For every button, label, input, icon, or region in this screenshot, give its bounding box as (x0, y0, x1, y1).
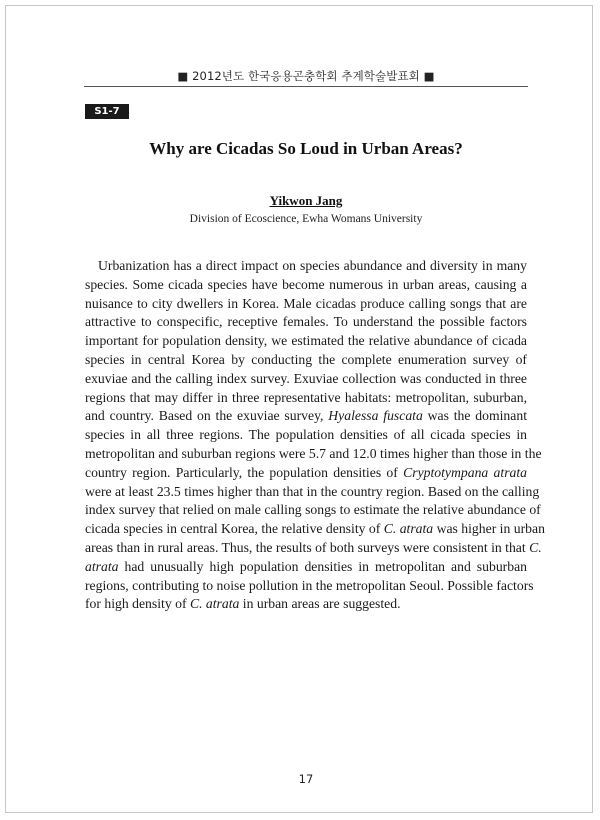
abstract-text: cicada species in central Korea, the relative density of (85, 521, 384, 537)
italic-term: C. (529, 539, 542, 555)
italic-term: Hyalessa fuscata (328, 408, 423, 424)
abstract-text: and country. Based on the exuviae survey, (85, 408, 329, 424)
abstract-text: important for population density, we estimated the relative abundance of cicada (85, 333, 527, 349)
author-name-text: Yikwon Jang (269, 193, 343, 208)
abstract-line (85, 370, 527, 389)
abstract-line (85, 389, 527, 408)
abstract-text: in urban areas are suggested. (239, 596, 401, 612)
abstract-line (85, 276, 527, 295)
abstract-text: were at least 23.5 times higher than that in the country region. Based on the calling (85, 483, 540, 499)
abstract-line (85, 577, 534, 596)
abstract-text: had unusually high population densities in metropolitan and suburban (118, 558, 527, 574)
author-affiliation: Division of Ecoscience, Ewha Womans University (189, 213, 423, 225)
abstract-text: areas than in rural areas. Thus, the results of both surveys were consistent in that (85, 539, 530, 555)
paper-title: Why are Cicadas So Loud in Urban Areas? (149, 139, 463, 158)
italic-term: C. atrata (189, 596, 240, 612)
abstract-text: regions that may differ in three representative habitats: metropolitan, suburban, (85, 389, 527, 405)
abstract-text: species. Some cicada species have become numerous in urban areas, causing a (85, 276, 527, 292)
abstract-text: attractive to conspecific, receptive females. To understand the possible factors (85, 314, 527, 330)
abstract-text: was the dominant (422, 408, 527, 424)
abstract-line (85, 464, 527, 483)
abstract-text: country region. Particularly, the population densities of (85, 464, 404, 480)
abstract-line (85, 426, 527, 445)
abstract-text: was higher in urban (433, 521, 545, 537)
italic-term: atrata (85, 558, 119, 574)
page-number: 17 (298, 772, 314, 786)
page-frame (5, 5, 593, 813)
abstract-line (85, 407, 527, 426)
abstract-line (85, 351, 527, 370)
header-rule (84, 86, 528, 87)
abstract-line (85, 295, 527, 314)
abstract-line (85, 313, 527, 332)
abstract-text: nuisance to city dwellers in Korea. Male cicadas produce calling songs that are (85, 295, 527, 311)
abstract-text: index survey that relied on male calling songs to estimate the relative abundance of (85, 502, 541, 518)
abstract-line (85, 595, 527, 614)
italic-term: Cryptotympana atrata (403, 464, 528, 480)
author-name (84, 193, 528, 209)
running-header: ■ 2012년도 한국응용곤충학회 추계학술발표회 ■ (177, 69, 435, 83)
italic-term: C. atrata (383, 521, 434, 537)
abstract-body (85, 257, 545, 614)
abstract-line (85, 520, 545, 539)
abstract-text: Urbanization has a direct impact on species abundance and diversity in many (98, 258, 527, 273)
abstract-text: species in all three regions. The population densities of all cicada species in (85, 427, 527, 443)
abstract-text: regions, contributing to noise pollution in the metropolitan Seoul. Possible factors (85, 577, 534, 593)
abstract-text: species in central Korea by conducting the complete enumeration survey of (85, 351, 527, 367)
abstract-line (85, 332, 527, 351)
abstract-text: exuviae and the calling index survey. Exuviae collection was conducted in three (85, 370, 527, 386)
abstract-line (85, 558, 527, 577)
abstract-line (85, 501, 541, 520)
session-tag: S1-7 (85, 104, 129, 119)
abstract-line (85, 539, 542, 558)
abstract-line (85, 445, 542, 464)
abstract-line (85, 483, 540, 502)
abstract-text: metropolitan and suburban regions were 5.7 and 12.0 times higher than those in the (85, 445, 542, 461)
abstract-line (85, 257, 527, 276)
abstract-text: for high density of (85, 596, 190, 612)
